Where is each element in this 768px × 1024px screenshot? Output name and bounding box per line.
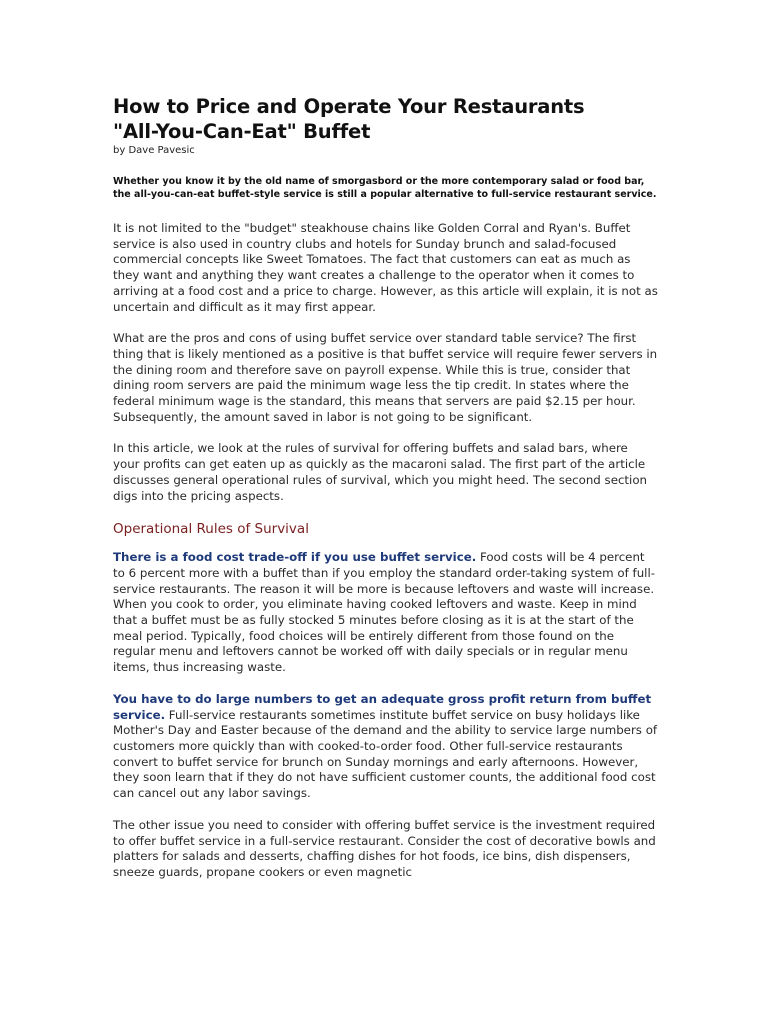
section-heading: Operational Rules of Survival [113,521,309,538]
article [113,94,658,897]
article-title [113,94,658,144]
closing-paragraph: The other issue you need to consider with offering buffet service is the investment required to offer buffet service in a full-service restaurant. Consider the cost of decorative bowls and platters for salads and desserts, chaffing dishes for hot foods, ice bins, dish dispensers, sneeze guards, propane cookers or even magnetic [113,817,656,879]
section-paragraph-1-text: Food costs will be 4 percent to 6 percent more with a buffet than if you employ the standard order-taking system of full-service restaurants. The reason it will be more is because leftovers and waste will increase. When you cook to order, you eliminate having cooked leftovers and waste. Keep in mind that a buffet must be as fully stocked 5 minutes before closing as it is at the start of the meal period. Typically, food choices will be entirely different from those found on the regular menu and leftovers cannot be worked off with daily specials or in regular menu items, thus increasing waste. [113,550,655,675]
article-byline: by Dave Pavesic [113,145,195,156]
article-title-line-1: How to Price and Operate Your Restaurants [113,95,585,118]
section-paragraph-1 [113,550,658,676]
article-intro: Whether you know it by the old name of smorgasbord or the more contemporary salad or food bar, the all-you-can-eat buffet-style service is still a popular alternative to full-service restaurant service. [113,176,657,200]
section-paragraph-2-text: Full-service restaurants sometimes institute buffet service on busy holidays like Mother's Day and Easter because of the demand and the ability to service large numbers of customers more quickly than with cooked-to-order food. Other full-service restaurants convert to buffet service for brunch on Sunday mornings and early afternoons. However, they soon learn that if they do not have sufficient customer counts, the additional food cost can cancel out any labor savings. [113,707,658,801]
section-paragraph-2-lead: You have to do large numbers to get an adequate gross profit return from buffet service. [113,691,652,722]
section-paragraph-2 [113,692,658,802]
article-title-line-2: "All-You-Can-Eat" Buffet [113,120,371,143]
body-paragraph-3: In this article, we look at the rules of survival for offering buffets and salad bars, where your profits can get eaten up as quickly as the macaroni salad. The first part of the article discusses general operational rules of survival, which you might heed. The second section digs into the pricing aspects. [113,441,648,503]
body-paragraph-1: It is not limited to the "budget" steakhouse chains like Golden Corral and Ryan's. Buffet service is also used in country clubs and hotels for Sunday brunch and salad-focused commercial concepts like Sweet Tomatoes. The fact that customers can eat as much as they want and anything they want creates a challenge to the operator when it comes to arriving at a food cost and a price to charge. However, as this article will explain, it is not as uncertain and difficult as it may first appear. [113,221,658,314]
body-paragraph-2: What are the pros and cons of using buffet service over standard table service? The first thing that is likely mentioned as a positive is that buffet service will require fewer servers in the dining room and therefore save on payroll expense. While this is true, consider that dining room servers are paid the minimum wage less the tip credit. In states where the federal minimum wage is the standard, this means that servers are paid $2.15 per hour. Subsequently, the amount saved in labor is not going to be significant. [113,331,658,424]
section-paragraph-1-lead: There is a food cost trade-off if you use buffet service. [113,550,477,565]
